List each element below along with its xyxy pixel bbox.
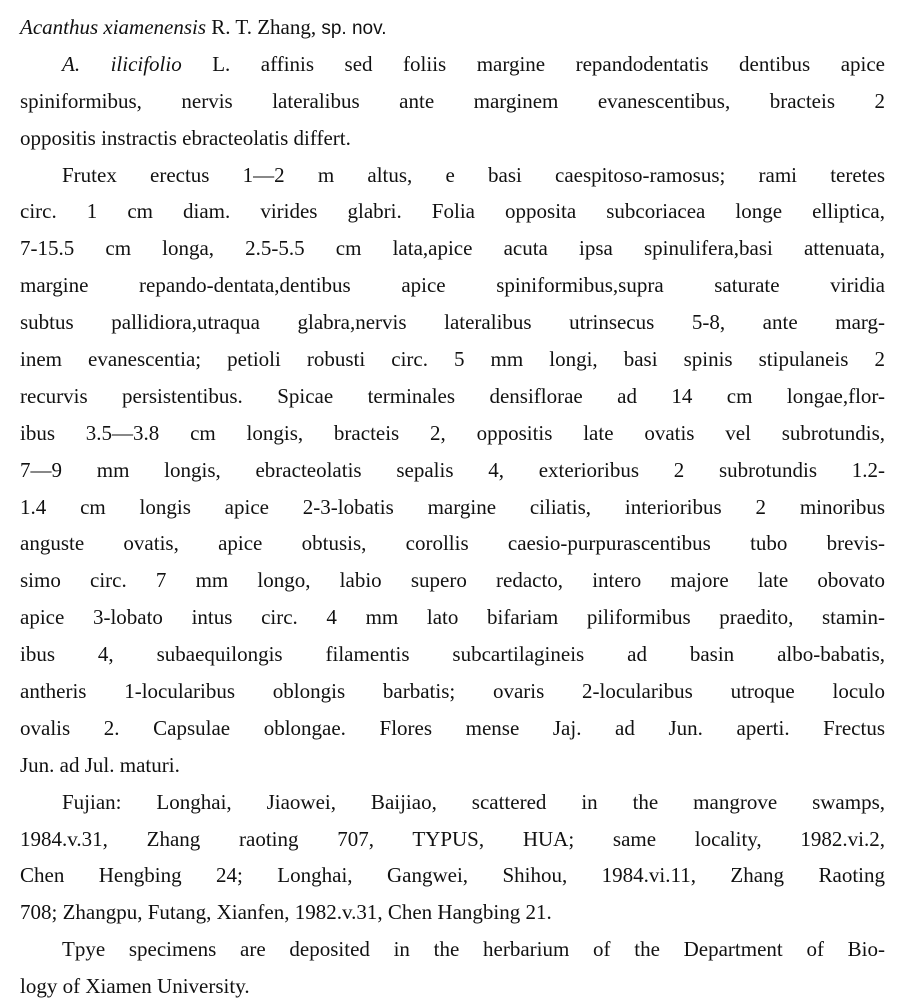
description-line: ibus 3.5—3.8 cm longis, bracteis 2, oppositis late ovatis vel subrotundis,: [20, 420, 885, 445]
description-line: 7-15.5 cm longa, 2.5-5.5 cm lata,apice acuta ipsa spinulifera,basi attenuata,: [20, 236, 885, 261]
description-line: Frutex erectus 1—2 m altus, e basi caespitoso-ramosus; rami teretes: [62, 162, 885, 187]
description-line: recurvis persistentibus. Spicae terminales densiflorae ad 14 cm longae,flor-: [20, 383, 885, 408]
deposit-line: logy of Xiamen University.: [20, 974, 250, 999]
diagnosis-text: L. affinis sed foliis margine repandodentatis dentibus apice: [212, 51, 885, 76]
description-line: antheris 1-locularibus oblongis barbatis; ovaris 2-locularibus utroque loculo: [20, 679, 885, 704]
diagnosis-line: oppositis instractis ebracteolatis differt.: [20, 125, 351, 150]
description-line: ibus 4, subaequilongis filamentis subcartilagineis ad basin albo-babatis,: [20, 642, 885, 667]
deposit-line: Tpye specimens are deposited in the herbarium of the Department of Bio-: [62, 937, 885, 962]
diagnosis-line: [20, 46, 885, 83]
diagnosis-reference: A. ilicifolio: [62, 51, 182, 76]
description-line: anguste ovatis, apice obtusis, corollis caesio-purpurascentibus tubo brevis-: [20, 531, 885, 556]
species-name: Acanthus xiamenensis: [20, 15, 207, 39]
description-line: margine repando-dentata,dentibus apice spiniformibus,supra saturate viridia: [20, 273, 885, 298]
specimen-line: Fujian: Longhai, Jiaowei, Baijiao, scattered in the mangrove swamps,: [62, 789, 885, 814]
specimen-line: 708; Zhangpu, Futang, Xianfen, 1982.v.31, Chen Hangbing 21.: [20, 900, 552, 925]
species-heading: [20, 9, 885, 46]
description-line: simo circ. 7 mm longo, labio supero redacto, intero majore late obovato: [20, 568, 885, 593]
specimen-line: 1984.v.31, Zhang raoting 707, TYPUS, HUA; same locality, 1982.vi.2,: [20, 826, 885, 851]
description-line: 7—9 mm longis, ebracteolatis sepalis 4, exterioribus 2 subrotundis 1.2-: [20, 457, 885, 482]
species-author: R. T. Zhang,: [211, 15, 317, 39]
species-status: sp. nov.: [321, 18, 387, 39]
document-page: [20, 9, 885, 1005]
description-line: circ. 1 cm diam. virides glabri. Folia opposita subcoriacea longe elliptica,: [20, 199, 885, 224]
diagnosis-line: spiniformibus, nervis lateralibus ante marginem evanescentibus, bracteis 2: [20, 88, 885, 113]
description-line: Jun. ad Jul. maturi.: [20, 752, 180, 777]
description-line: 1.4 cm longis apice 2-3-lobatis margine ciliatis, interioribus 2 minoribus: [20, 494, 885, 519]
description-line: apice 3-lobato intus circ. 4 mm lato bifariam piliformibus praedito, stamin-: [20, 605, 885, 630]
description-line: subtus pallidiora,utraqua glabra,nervis lateralibus utrinsecus 5-8, ante marg-: [20, 310, 885, 335]
description-line: ovalis 2. Capsulae oblongae. Flores mense Jaj. ad Jun. aperti. Frectus: [20, 715, 885, 740]
description-line: inem evanescentia; petioli robusti circ. 5 mm longi, basi spinis stipulaneis 2: [20, 347, 885, 372]
specimen-line: Chen Hengbing 24; Longhai, Gangwei, Shihou, 1984.vi.11, Zhang Raoting: [20, 863, 885, 888]
